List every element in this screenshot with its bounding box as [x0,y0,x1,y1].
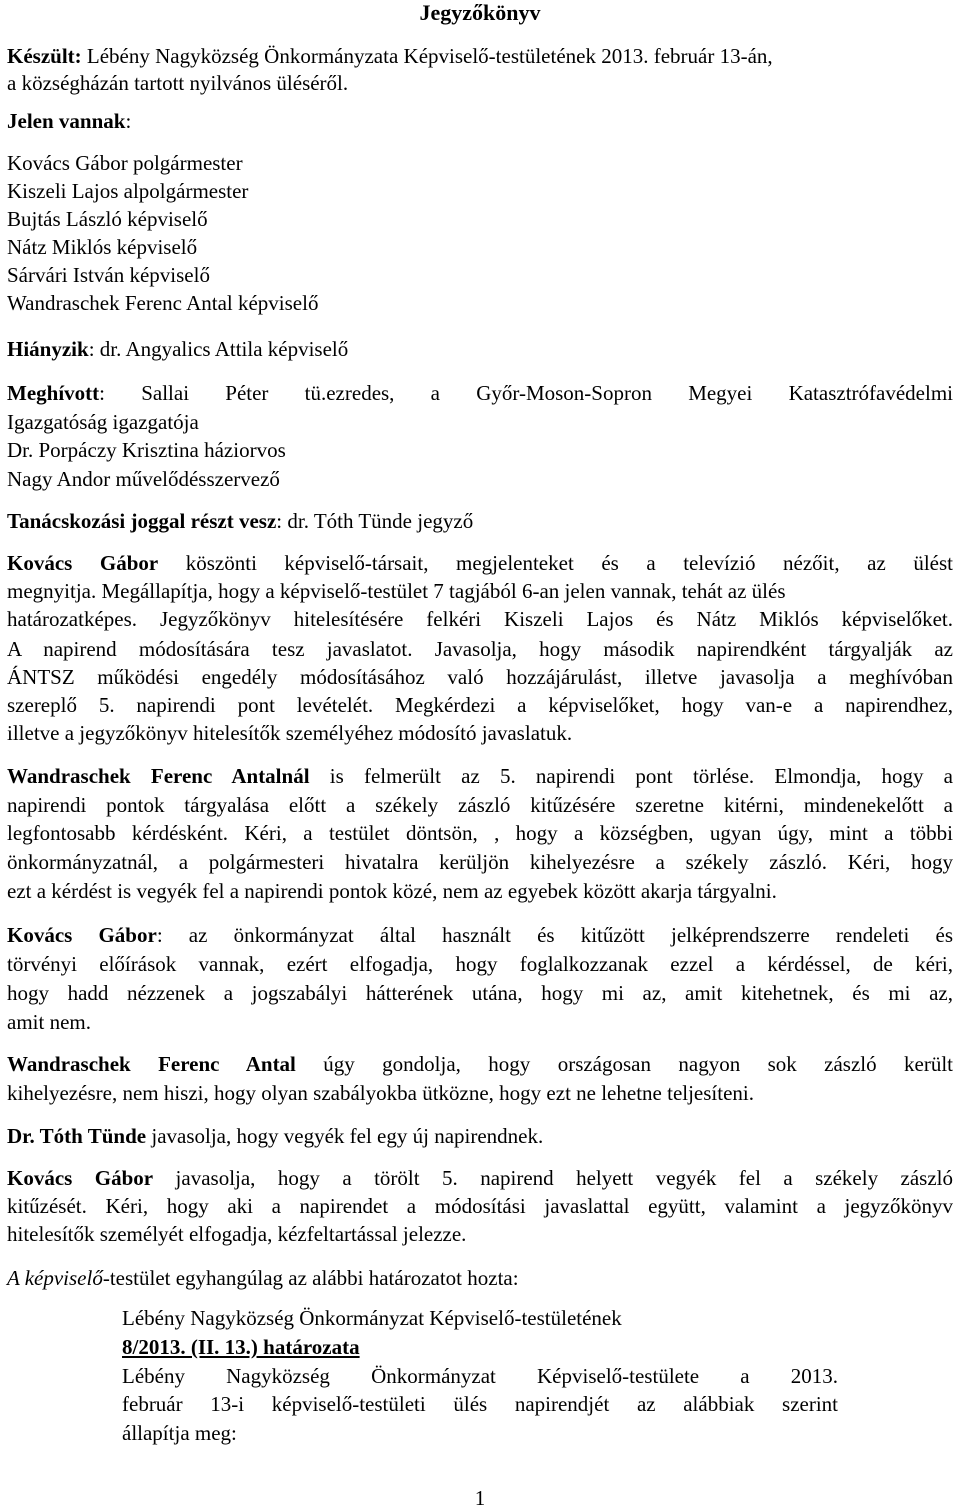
p3-line-2: törvényi előírások vannak, ezért elfogadja, hogy foglalkozzanak ezzel a kérdéssel, de kéri, [7,952,953,976]
resolution-number: 8/2013. (II. 13.) határozata [122,1335,360,1359]
p1-line-6: szereplő 5. napirendi pont levételét. Megkérdezi a képviselőket, hogy van-e a napirendhez, [7,693,953,717]
p3-line-1: Kovács Gábor: az önkormányzat által használt és kitűzött jelképrendszerre rendeleti és [7,923,953,947]
keszult-line-2: a községházán tartott nyilvános üléséről. [7,71,349,95]
resolution-header: Lébény Nagyközség Önkormányzat Képviselő-testületének [122,1306,622,1330]
meghivott-line-2: Igazgatóság igazgatója [7,410,199,434]
p6-line-2: kitűzését. Kéri, hogy aki a napirendet a módosítási javaslattal együtt, valamint a jegyzőkönyv [7,1194,953,1218]
p2-line-1: Wandraschek Ferenc Antalnál is felmerült az 5. napirendi pont törlése. Elmondja, hogy a [7,764,954,788]
keszult-line-1: Készült: Lébény Nagyközség Önkormányzata Képviselő-testületének 2013. február 13-án, [7,44,773,68]
p1-line-2: megnyitja. Megállapítja, hogy a képviselő-testület 7 tagjából 6-an jelen vannak, tehát az ülés [7,579,786,603]
member-6: Wandraschek Ferenc Antal képviselő [7,291,319,315]
p2-line-3: legfontosabb kérdésként. Kéri, a testület döntsön, , hogy a községben, ugyan úgy, mint a többi [7,821,953,845]
hianyzik-line: Hiányzik: dr. Angyalics Attila képviselő [7,337,349,361]
resolution-line-2: február 13-i képviselő-testületi ülés napirendjét az alábbiak szerint [122,1392,838,1416]
p5-line: Dr. Tóth Tünde javasolja, hogy vegyék fel egy új napirendnek. [7,1124,544,1148]
keszult-label: Készült: [7,44,82,68]
p2-line-4: önkormányzatnál, a polgármesteri hivatalra kerüljön kihelyezésre a székely zászló. Kéri, hogy [7,850,953,874]
jelen-heading: Jelen vannak: [7,109,132,133]
meghivott-line-4: Nagy Andor művelődésszervező [7,467,280,491]
member-5: Sárvári István képviselő [7,263,210,287]
p6-line-3: hitelesítők személyét elfogadja, kézfeltartással jelezze. [7,1222,467,1246]
p4-line-2: kihelyezésre, nem hiszi, hogy olyan szabályokba ütközne, hogy ezt ne lehetne teljesíteni. [7,1081,754,1105]
resolution-line-1: Lébény Nagyközség Önkormányzat Képviselő-testülete a 2013. [122,1364,838,1388]
p6-line-1: Kovács Gábor javasolja, hogy a törölt 5. napirend helyett vegyék fel a székely zászló [7,1166,953,1190]
tanacskozasi-line: Tanácskozási joggal részt vesz: dr. Tóth Tünde jegyző [7,509,474,533]
p7-line: A képviselő-testület egyhangúlag az alábbi határozatot hozta: [7,1266,519,1290]
meghivott-line-1: Meghívott: Sallai Péter tü.ezredes, a Győr-Moson-Sopron Megyei Katasztrófavédelmi [7,381,953,405]
document-title: Jegyzőkönyv [419,0,541,25]
p1-line-7: illetve a jegyzőkönyv hitelesítők személyéhez módosító javaslatuk. [7,721,573,745]
member-3: Bujtás László képviselő [7,207,208,231]
page-number: 1 [474,1486,486,1510]
member-2: Kiszeli Lajos alpolgármester [7,179,249,203]
p1-line-3: határozatképes. Jegyzőkönyv hitelesítésére felkéri Kiszeli Lajos és Nátz Miklós képviselőket. [7,607,953,631]
p3-line-3: hogy hadd nézzenek a jogszabályi hátterének utána, hogy mi az, amit kitehetnek, és mi az, [7,981,953,1005]
p1-line-1: Kovács Gábor köszönti képviselő-társait, megjelenteket és a televízió nézőit, az ülést [7,551,953,575]
p2-line-2: napirendi pontok tárgyalása előtt a székely zászló kitűzésére szeretne kitérni, mindenekelőtt a [7,793,953,817]
member-1: Kovács Gábor polgármester [7,151,243,175]
meghivott-line-3: Dr. Porpáczy Krisztina háziorvos [7,438,286,462]
p1-line-5: ÁNTSZ működési engedély módosításához való hozzájárulást, illetve javasolja a meghívóban [7,665,953,689]
p4-line-1: Wandraschek Ferenc Antal úgy gondolja, hogy országosan nagyon sok zászló került [7,1052,953,1076]
member-4: Nátz Miklós képviselő [7,235,198,259]
p1-line-4: A napirend módosítására tesz javaslatot. Javasolja, hogy második napirendként tárgyalják az [7,637,953,661]
p2-line-5: ezt a kérdést is vegyék fel a napirendi pontok közé, nem az egyebek között akarja tárgyalni. [7,879,777,903]
p3-line-4: amit nem. [7,1010,91,1034]
resolution-line-3: állapítja meg: [122,1421,237,1445]
